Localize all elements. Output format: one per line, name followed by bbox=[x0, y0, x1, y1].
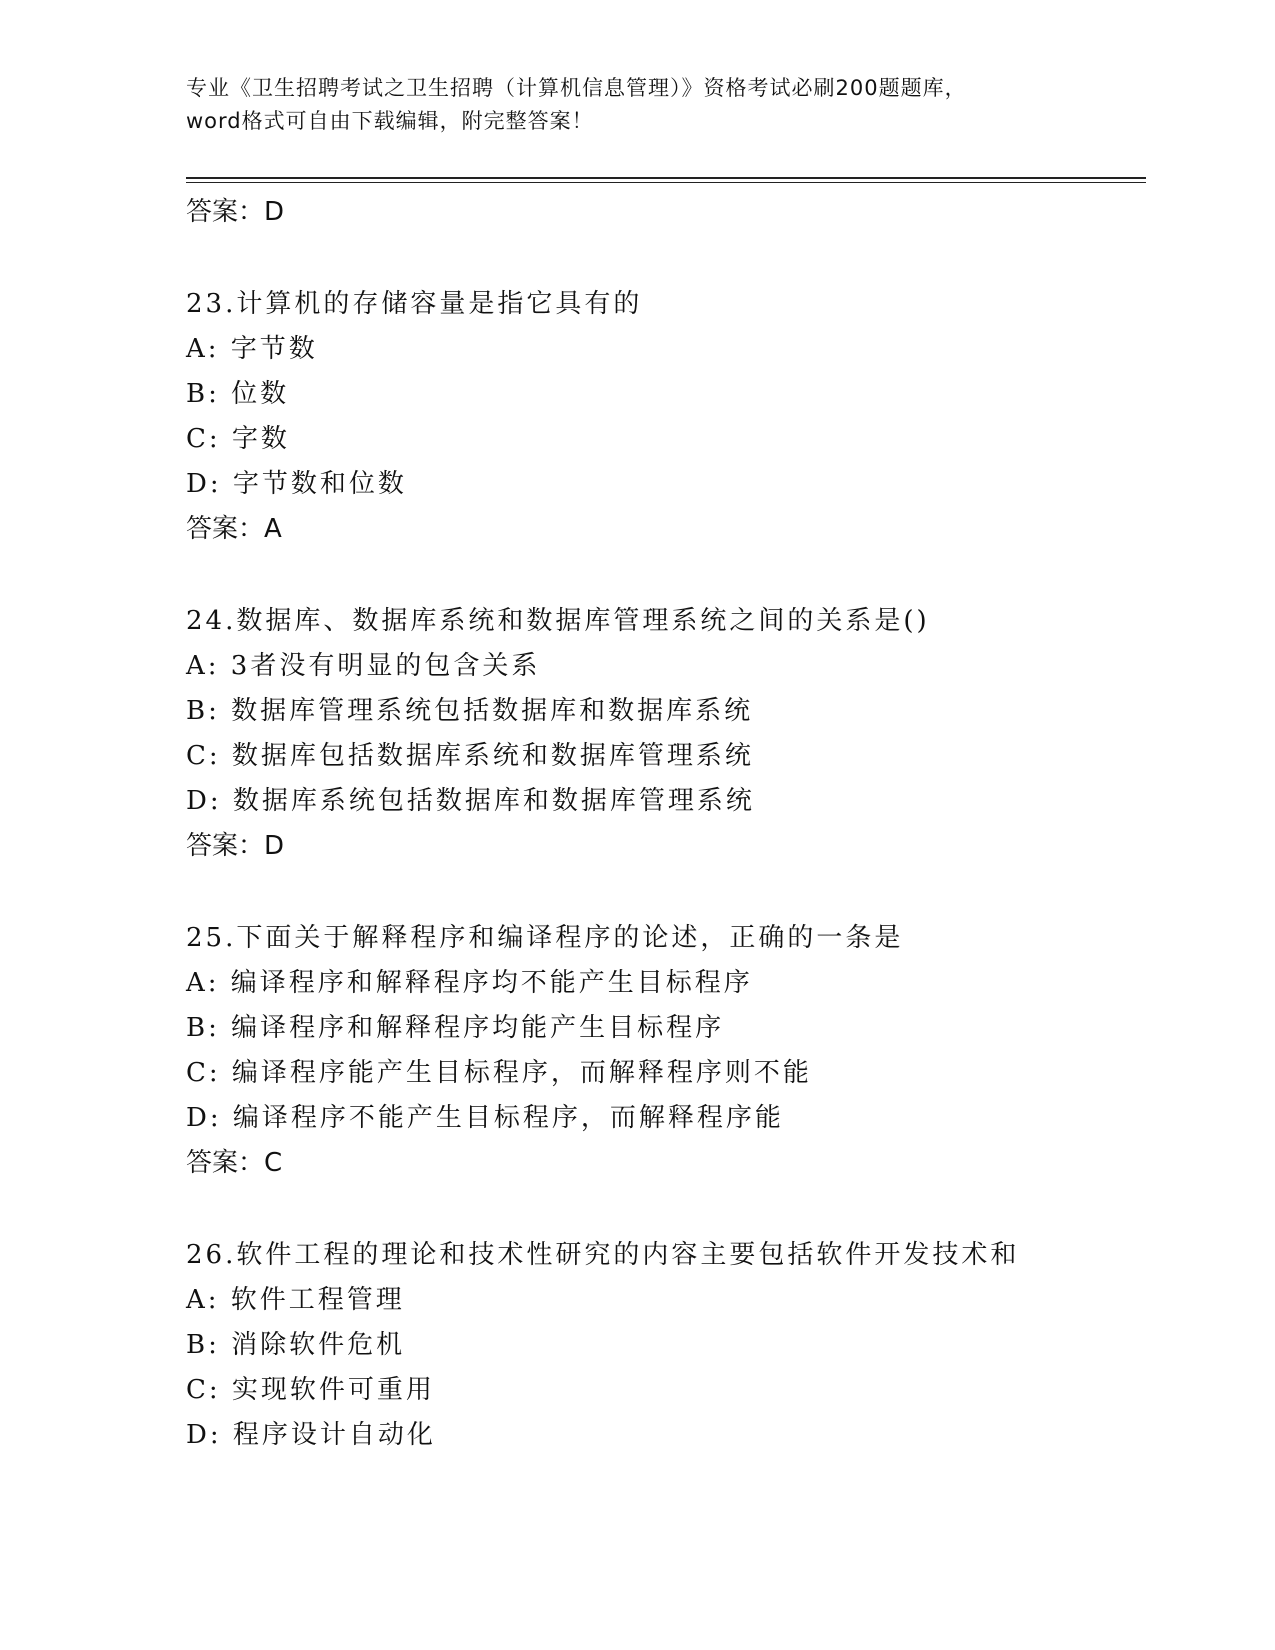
header-divider-thick bbox=[186, 177, 1146, 179]
answer-line: 答案：D bbox=[186, 831, 285, 861]
option-c: C: 数据库包括数据库系统和数据库管理系统 bbox=[186, 741, 754, 771]
option-a: A: 编译程序和解释程序均不能产生目标程序 bbox=[186, 968, 753, 998]
option-b: B: 消除软件危机 bbox=[186, 1330, 406, 1360]
option-d: D: 程序设计自动化 bbox=[186, 1420, 436, 1450]
option-d: D: 字节数和位数 bbox=[186, 469, 407, 499]
question-26 bbox=[186, 1233, 1146, 1458]
question-text: 23.计算机的存储容量是指它具有的 bbox=[186, 289, 643, 319]
option-a: A: 3者没有明显的包含关系 bbox=[186, 651, 541, 681]
answer-line: 答案：A bbox=[186, 514, 282, 544]
option-d: D: 编译程序不能产生目标程序，而解释程序能 bbox=[186, 1103, 784, 1133]
option-b: B: 编译程序和解释程序均能产生目标程序 bbox=[186, 1013, 725, 1043]
question-text: 26.软件工程的理论和技术性研究的内容主要包括软件开发技术和 bbox=[186, 1240, 1020, 1270]
header-line-1: 专业《卫生招聘考试之卫生招聘（计算机信息管理）》资格考试必刷200题题库， bbox=[186, 76, 967, 100]
option-b: B: 位数 bbox=[186, 379, 290, 409]
question-24 bbox=[186, 599, 1146, 869]
option-c: C: 编译程序能产生目标程序，而解释程序则不能 bbox=[186, 1058, 812, 1088]
document-header bbox=[186, 72, 1086, 138]
question-text: 24.数据库、数据库系统和数据库管理系统之间的关系是() bbox=[186, 606, 930, 636]
header-line-2: word格式可自由下载编辑，附完整答案！ bbox=[186, 109, 594, 133]
question-23 bbox=[186, 282, 1146, 552]
answer-line: 答案：C bbox=[186, 1148, 283, 1178]
option-c: C: 实现软件可重用 bbox=[186, 1375, 435, 1405]
question-25 bbox=[186, 916, 1146, 1186]
header-divider-thin bbox=[186, 182, 1146, 183]
option-a: A: 字节数 bbox=[186, 334, 318, 364]
question-list bbox=[186, 190, 1146, 1458]
option-d: D: 数据库系统包括数据库和数据库管理系统 bbox=[186, 786, 755, 816]
option-c: C: 字数 bbox=[186, 424, 290, 454]
option-b: B: 数据库管理系统包括数据库和数据库系统 bbox=[186, 696, 754, 726]
option-a: A: 软件工程管理 bbox=[186, 1285, 405, 1315]
answer-line-22: 答案：D bbox=[186, 197, 285, 227]
question-text: 25.下面关于解释程序和编译程序的论述，正确的一条是 bbox=[186, 923, 904, 953]
